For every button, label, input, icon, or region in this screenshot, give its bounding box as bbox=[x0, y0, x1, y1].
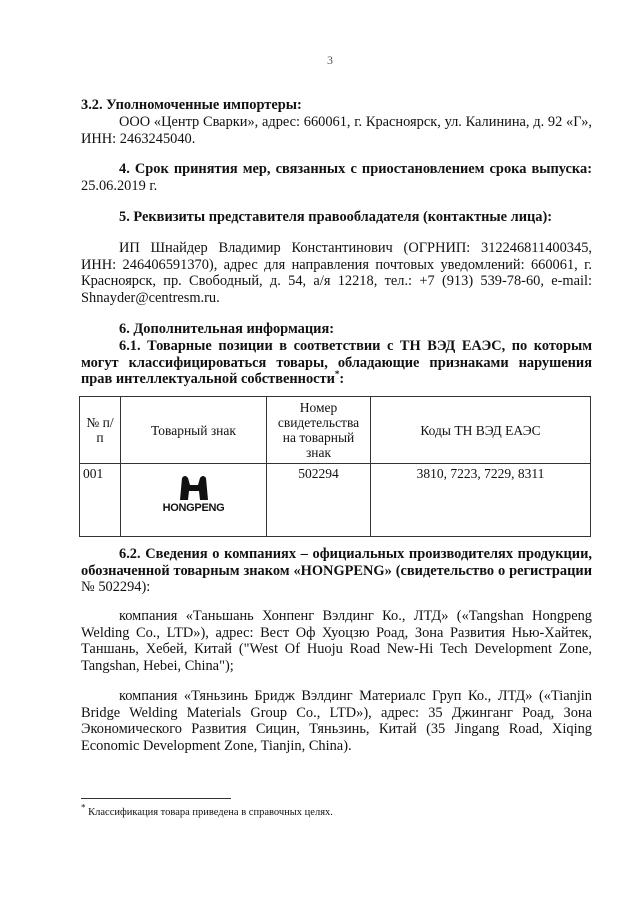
section-3-2-heading: 3.2. Уполномоченные импортеры: bbox=[81, 97, 302, 113]
section-6-1-end: : bbox=[339, 371, 345, 388]
section-5-text: ИП Шнайдер Владимир Константинович (ОГРНИП: 312246811400345, ИНН: 246406591370), адрес для направления почтовых уведомлений: 660061, г. Красноярск, пр. Свободный, д. 54, а/я 12218, тел.: +7 (913) 539-78-60, e-mail: Shnayder@centresm.ru. bbox=[81, 240, 592, 306]
company-2: компания «Тяньзинь Бридж Вэлдинг Материалс Груп Ко., ЛТД» («Tianjin Bridge Welding Materials Group Co., LTD»), адрес: 35 Джинганг Роад, Зона Экономического Развития Сицин, Тяньзинь, Китай (35 Jingang Road, Xiqing Economic Development Zone, Tianjin, China). bbox=[81, 688, 592, 754]
footnote-ref: * bbox=[334, 369, 340, 380]
header-num: № п/п bbox=[80, 397, 121, 464]
header-codes: Коды ТН ВЭД ЕАЭС bbox=[371, 397, 591, 464]
footnote-divider bbox=[81, 798, 231, 799]
section-6-1-heading bbox=[81, 338, 592, 388]
footnote-mark: * bbox=[81, 802, 86, 813]
cell-certificate: 502294 bbox=[267, 464, 371, 537]
section-4-heading: 4. Срок принятия мер, связанных с приостановлением срока выпуска: bbox=[119, 161, 592, 177]
section-6-2-reg: № 502294): bbox=[81, 579, 151, 596]
table-row bbox=[80, 464, 591, 537]
footnote bbox=[81, 802, 592, 819]
section-6-heading: 6. Дополнительная информация: bbox=[119, 321, 335, 337]
cell-num: 001 bbox=[80, 464, 121, 537]
section-6-2-heading bbox=[81, 546, 592, 596]
trademark-logo bbox=[124, 466, 263, 516]
section-4 bbox=[81, 161, 592, 194]
page-number: 3 bbox=[327, 53, 333, 67]
section-6-1-text: 6.1. Товарные позиции в соответствии с ТН ВЭД ЕАЭС, по которым могут классифицироваться товары, обладающие признаками нарушения прав интеллектуальной собственности bbox=[81, 338, 592, 388]
cell-trademark bbox=[121, 464, 267, 537]
trademark-logo-text: HONGPENG bbox=[162, 502, 225, 514]
hongpeng-logo-icon bbox=[177, 474, 211, 500]
table-header-row bbox=[80, 397, 591, 464]
section-5-heading: 5. Реквизиты представителя правообладателя (контактные лица): bbox=[119, 209, 553, 225]
trademark-table bbox=[79, 396, 591, 537]
cell-codes: 3810, 7223, 7229, 8311 bbox=[371, 464, 591, 537]
company-1: компания «Таньшань Хонпенг Вэлдинг Ко., ЛТД» («Tangshan Hongpeng Welding Co., LTD»), адрес: Вест Оф Хуоцзю Роад, Зона Развития Нью-Хайтек, Таншань, Хебей, Китай ("West Of Huoju Road New-Hi Tech Development Zone, Tangshan, Hebei, China"); bbox=[81, 608, 593, 674]
header-certificate: Номер свидетельства на товарный знак bbox=[267, 397, 371, 464]
section-6-2-text: 6.2. Сведения о компаниях – официальных производителях продукции, обозначенной товарным знаком «HONGPENG» (свидетельство о регистрации bbox=[81, 546, 592, 579]
header-trademark: Товарный знак bbox=[121, 397, 267, 464]
footnote-text: Классификация товара приведена в справочных целях. bbox=[85, 807, 333, 818]
section-3-2-text: ООО «Центр Сварки», адрес: 660061, г. Красноярск, ул. Калинина, д. 92 «Г», ИНН: 2463245040. bbox=[81, 114, 592, 147]
section-4-value: 25.06.2019 г. bbox=[81, 177, 158, 194]
